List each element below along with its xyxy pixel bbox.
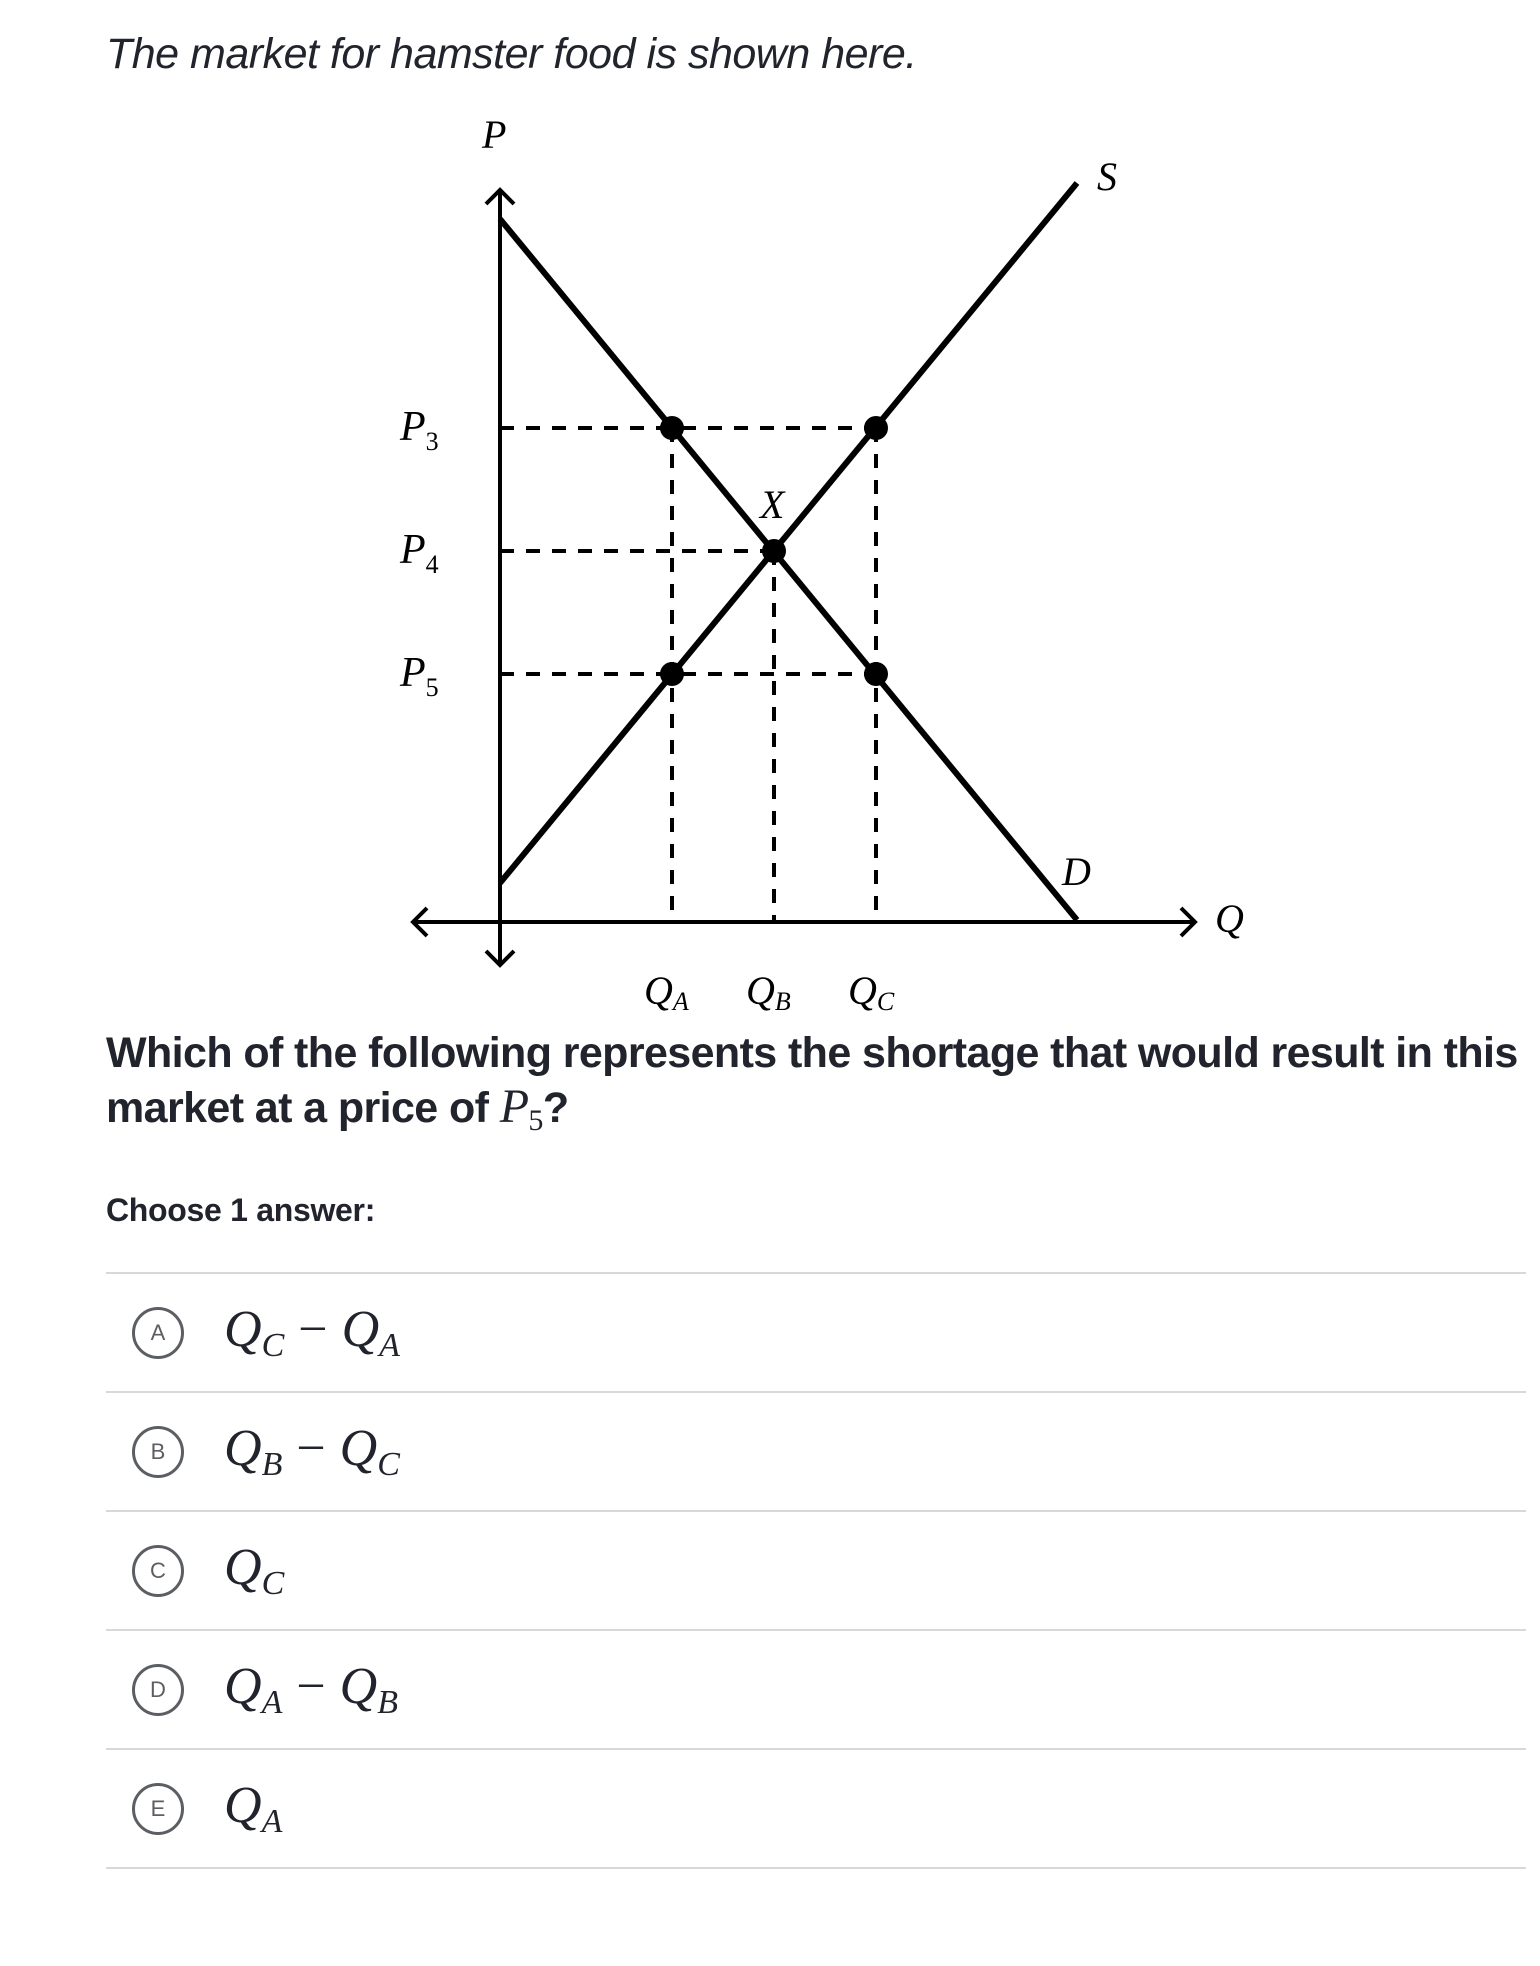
answer-choices <box>106 1272 1526 1869</box>
price-axis-label: P <box>482 112 507 157</box>
choice-e[interactable] <box>106 1750 1526 1869</box>
choice-a-radio[interactable]: A <box>132 1307 184 1359</box>
p5-label: $P_5$ <box>400 650 439 702</box>
p3-label: $P_3$ <box>400 404 439 456</box>
choice-c-radio[interactable]: C <box>132 1545 184 1597</box>
p4-label: $P_4$ <box>400 527 439 579</box>
demand-label: D <box>1062 849 1091 894</box>
question-text-body: Which of the following represents the shortage that would result in this market at a price of <box>106 1029 1518 1132</box>
choice-d[interactable] <box>106 1631 1526 1750</box>
choice-c[interactable] <box>106 1512 1526 1631</box>
qb-label: QB <box>746 968 791 1016</box>
point-equilibrium <box>762 539 786 563</box>
supply-label: S <box>1097 154 1117 199</box>
point-qa-p5 <box>660 662 684 686</box>
intro-text: The market for hamster food is shown here. <box>106 30 917 78</box>
choice-e-radio[interactable]: E <box>132 1783 184 1835</box>
qc-label: QC <box>848 968 895 1016</box>
point-qc-p3 <box>864 416 888 440</box>
choose-answer-prompt: Choose 1 answer: <box>106 1192 376 1228</box>
point-qa-p3 <box>660 416 684 440</box>
equilibrium-label: X <box>760 482 785 527</box>
question-text <box>106 1026 1536 1148</box>
choice-c-expression: $Q_C$ <box>224 1539 285 1602</box>
question-mark: ? <box>542 1084 569 1132</box>
question-price-math: $P_5$ <box>499 1080 543 1137</box>
choice-e-expression: $Q_A$ <box>224 1777 283 1840</box>
qa-label: QA <box>644 968 689 1016</box>
point-qc-p5 <box>864 662 888 686</box>
supply-curve <box>500 183 1077 883</box>
choice-a-expression: $Q_C - Q_A$ <box>224 1301 400 1364</box>
choice-b[interactable] <box>106 1393 1526 1512</box>
choice-b-expression: $Q_B - Q_C$ <box>224 1420 400 1483</box>
choice-a[interactable] <box>106 1274 1526 1393</box>
demand-curve <box>500 219 1077 920</box>
choice-d-radio[interactable]: D <box>132 1664 184 1716</box>
choice-d-expression: $Q_A - Q_B$ <box>224 1658 399 1721</box>
choice-b-radio[interactable]: B <box>132 1426 184 1478</box>
quantity-axis-label: Q <box>1215 896 1244 941</box>
